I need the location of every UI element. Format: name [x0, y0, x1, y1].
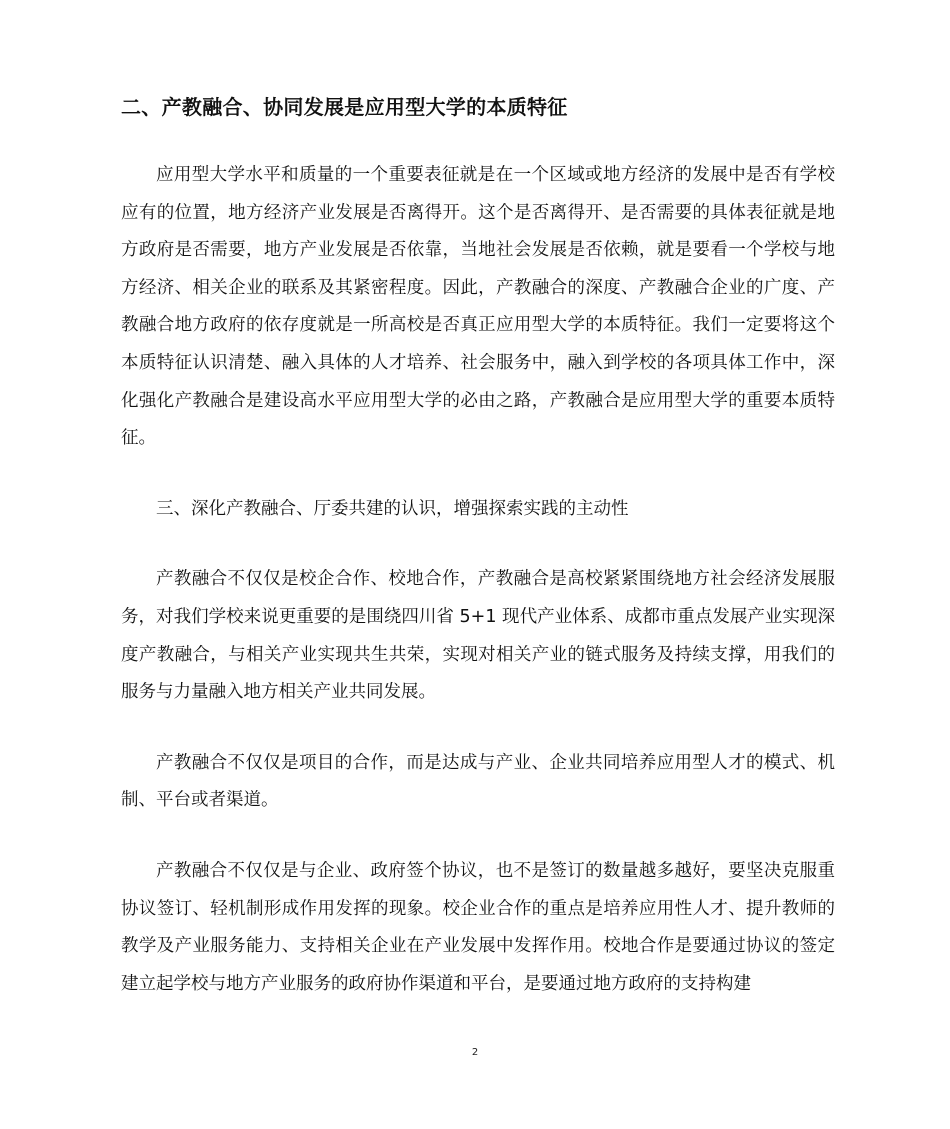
paragraph-essential-feature: 应用型大学水平和质量的一个重要表征就是在一个区域或地方经济的发展中是否有学校应有的位置，地方经济产业发展是否离得开。这个是否离得开、是否需要的具体表征就是地方政府是否需要，地方产业发展是否依靠，当地社会发展是否依赖，就是要看一个学校与地方经济、相关企业的联系及其紧密程度。因此，产教融合的深度、产教融合企业的广度、产教融合地方政府的依存度就是一所高校是否真正应用型大学的本质特征。我们一定要将这个本质特征认识清楚、融入具体的人才培养、社会服务中，融入到学校的各项具体工作中，深化强化产教融合是建设高水平应用型大学的必由之路，产教融合是应用型大学的重要本质特征。	[121, 165, 835, 449]
paragraph-agreements: 产教融合不仅仅是与企业、政府签个协议，也不是签订的数量越多越好，要坚决克服重协议签订、轻机制形成作用发挥的现象。校企业合作的重点是培养应用性人才、提升教师的教学及产业服务能力、支持相关企业在产业发展中发挥作用。校地合作是要通过协议的签定建立起学校与地方产业服务的政府协作渠道和平台，是要通过地方政府的支持构建	[121, 860, 835, 994]
page-number: 2	[471, 1047, 479, 1058]
paragraph-industry-service: 产教融合不仅仅是校企合作、校地合作，产教融合是高校紧紧围绕地方社会经济发展服务，对我们学校来说更重要的是围绕四川省 5+1 现代产业体系、成都市重点发展产业实现深度产教融合，与相关产业实现共生共荣，实现对相关产业的链式服务及持续支撑，用我们的服务与力量融入地方相关产业共同发展。	[121, 569, 835, 703]
paragraph-talent-model: 产教融合不仅仅是项目的合作，而是达成与产业、企业共同培养应用型人才的模式、机制、平台或者渠道。	[121, 752, 835, 811]
section-heading: 二、产教融合、协同发展是应用型大学的本质特征	[121, 95, 568, 119]
page-content	[121, 88, 835, 1003]
subsection-heading: 三、深化产教融合、厅委共建的认识，增强探索实践的主动性	[156, 498, 629, 519]
